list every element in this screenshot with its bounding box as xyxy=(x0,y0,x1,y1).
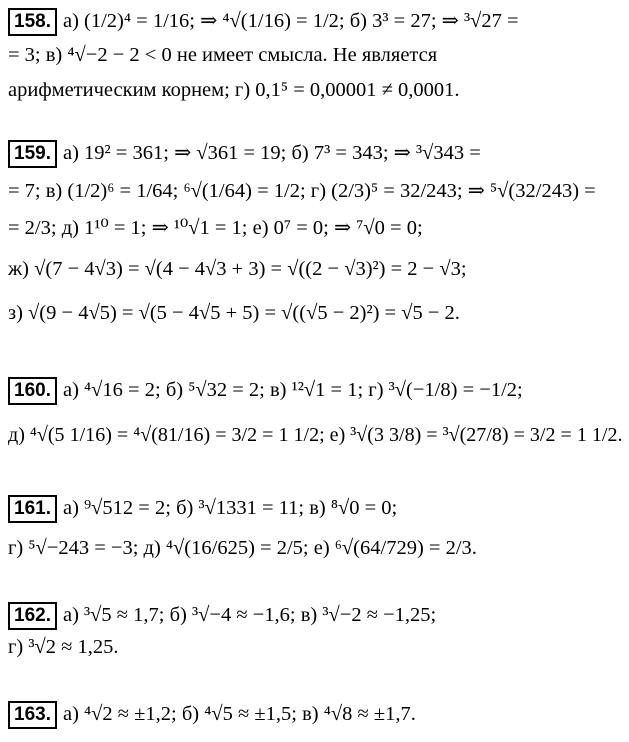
problem-162-line-1: 162. а) ³√5 ≈ 1,7; б) ³√−4 ≈ −1,6; в) ³√−2 ≈ −1,25; xyxy=(8,602,436,630)
problem-163-number: 163. xyxy=(8,701,57,729)
problem-158-line-3: арифметическим корнем; г) 0,1⁵ = 0,00001 ≠ 0,0001. xyxy=(8,79,460,101)
problem-162-line-2: г) ³√2 ≈ 1,25. xyxy=(8,636,119,658)
problem-159-line-2: = 7; в) (1/2)⁶ = 1/64; ⁶√(1/64) = 1/2; г) (2/3)⁵ = 32/243; ⇒ ⁵√(32/243) = xyxy=(8,180,596,202)
problem-159-number: 159. xyxy=(8,140,57,168)
problem-161-line-1: 161. а) ⁹√512 = 2; б) ³√1331 = 11; в) ⁸√0 = 0; xyxy=(8,495,397,523)
problem-159-line-5: з) √(9 − 4√5) = √(5 − 4√5 + 5) = √((√5 − 2)²) = √5 − 2. xyxy=(8,302,460,324)
problem-163-line-1: 163. а) ⁴√2 ≈ ±1,2; б) ⁴√5 ≈ ±1,5; в) ⁴√8 ≈ ±1,7. xyxy=(8,701,416,729)
problem-159-line-3: = 2/3; д) 1¹⁰ = 1; ⇒ ¹⁰√1 = 1; е) 0⁷ = 0; ⇒ ⁷√0 = 0; xyxy=(8,217,423,239)
problem-160-line-1: 160. а) ⁴√16 = 2; б) ⁵√32 = 2; в) ¹²√1 = 1; г) ³√(−1/8) = −1/2; xyxy=(8,377,523,405)
problem-162-number: 162. xyxy=(8,602,57,630)
problem-159-line-1: 159. а) 19² = 361; ⇒ √361 = 19; б) 7³ = 343; ⇒ ³√343 = xyxy=(8,140,481,168)
problem-161-number: 161. xyxy=(8,495,57,523)
problem-160-line-2: д) ⁴√(5 1/16) = ⁴√(81/16) = 3/2 = 1 1/2; е) ³√(3 3/8) = ³√(27/8) = 3/2 = 1 1/2. xyxy=(8,424,623,446)
problem-160-number: 160. xyxy=(8,377,57,405)
problem-158-number: 158. xyxy=(8,8,57,36)
problem-159-line-4: ж) √(7 − 4√3) = √(4 − 4√3 + 3) = √((2 − √3)²) = 2 − √3; xyxy=(8,258,467,280)
problem-161-line-2: г) ⁵√−243 = −3; д) ⁴√(16/625) = 2/5; е) ⁶√(64/729) = 2/3. xyxy=(8,537,477,559)
problem-158-line-2: = 3; в) ⁴√−2 − 2 < 0 не имеет смысла. Не является xyxy=(8,44,438,66)
problem-158-line-1: 158. а) (1/2)⁴ = 1/16; ⇒ ⁴√(1/16) = 1/2; б) 3³ = 27; ⇒ ³√27 = xyxy=(8,8,519,36)
